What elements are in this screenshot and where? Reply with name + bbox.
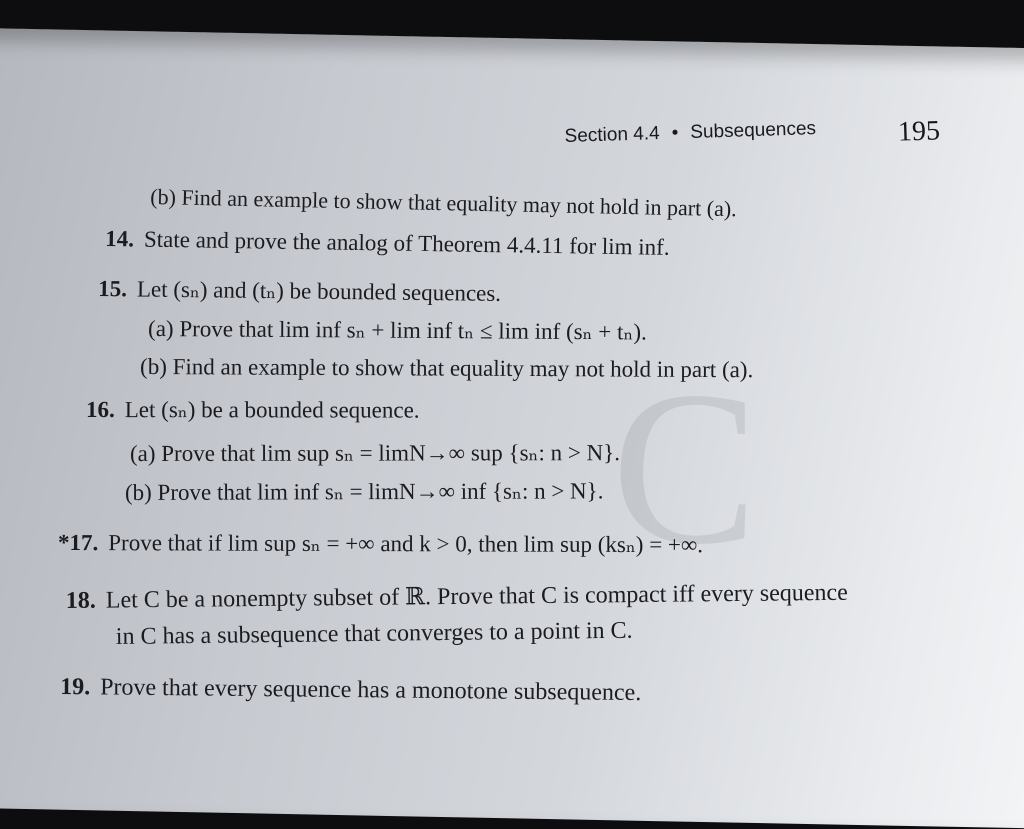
problem-18-continued bbox=[116, 618, 633, 651]
problem-19-number: 19. bbox=[60, 674, 91, 701]
running-header bbox=[564, 118, 816, 148]
problem-16 bbox=[86, 397, 420, 424]
problem-14-number: 14. bbox=[105, 226, 135, 252]
problem-15a-text: (a) Prove that lim inf sₙ + lim inf tₙ ≤ lim inf (sₙ + tₙ). bbox=[148, 316, 647, 345]
problem-15 bbox=[98, 276, 501, 307]
problem-15b bbox=[140, 354, 753, 383]
section-label: Section 4.4 bbox=[564, 123, 660, 148]
problem-15-number: 15. bbox=[98, 276, 128, 302]
problem-16b-text: (b) Prove that lim inf sₙ = limN→∞ inf {sₙ: n > N}. bbox=[124, 478, 604, 505]
bullet-separator: • bbox=[671, 122, 679, 144]
problem-13b-text: (b) Find an example to show that equality may not hold in part (a). bbox=[150, 184, 737, 222]
problem-15-text: Let (sₙ) and (tₙ) be bounded sequences. bbox=[136, 276, 502, 306]
page-number: 195 bbox=[897, 115, 941, 148]
problem-18 bbox=[66, 578, 848, 615]
problem-16a bbox=[130, 440, 620, 467]
problem-17-text: Prove that if lim sup sₙ = +∞ and k > 0, then lim sup (ksₙ) = +∞. bbox=[108, 530, 704, 558]
problem-15a bbox=[148, 316, 647, 345]
section-title: Subsequences bbox=[689, 118, 817, 144]
problem-17 bbox=[58, 530, 703, 558]
problem-16a-text: (a) Prove that lim sup sₙ = limN→∞ sup {sₙ: n > N}. bbox=[129, 440, 620, 466]
problem-16-text: Let (sₙ) be a bounded sequence. bbox=[124, 397, 420, 423]
problem-19 bbox=[60, 674, 641, 707]
problem-19-text: Prove that every sequence has a monotone subsequence. bbox=[100, 674, 642, 707]
problem-16-number: 16. bbox=[86, 397, 115, 423]
bleed-through-shape: C bbox=[609, 344, 761, 592]
problem-18-number: 18. bbox=[65, 587, 96, 615]
problem-14-text: State and prove the analog of Theorem 4.4.11 for lim inf. bbox=[143, 226, 670, 260]
problem-13b bbox=[150, 184, 737, 222]
problem-15b-text: (b) Find an example to show that equality may not hold in part (a). bbox=[140, 354, 754, 383]
problem-18-text-line1: Let C be a nonempty subset of ℝ. Prove that C is compact iff every sequence bbox=[105, 579, 848, 614]
problem-17-number: *17. bbox=[58, 530, 99, 556]
problem-16b bbox=[125, 478, 604, 506]
problem-14 bbox=[105, 226, 670, 261]
problem-18-text-line2: in C has a subsequence that converges to a point in C. bbox=[115, 617, 633, 651]
